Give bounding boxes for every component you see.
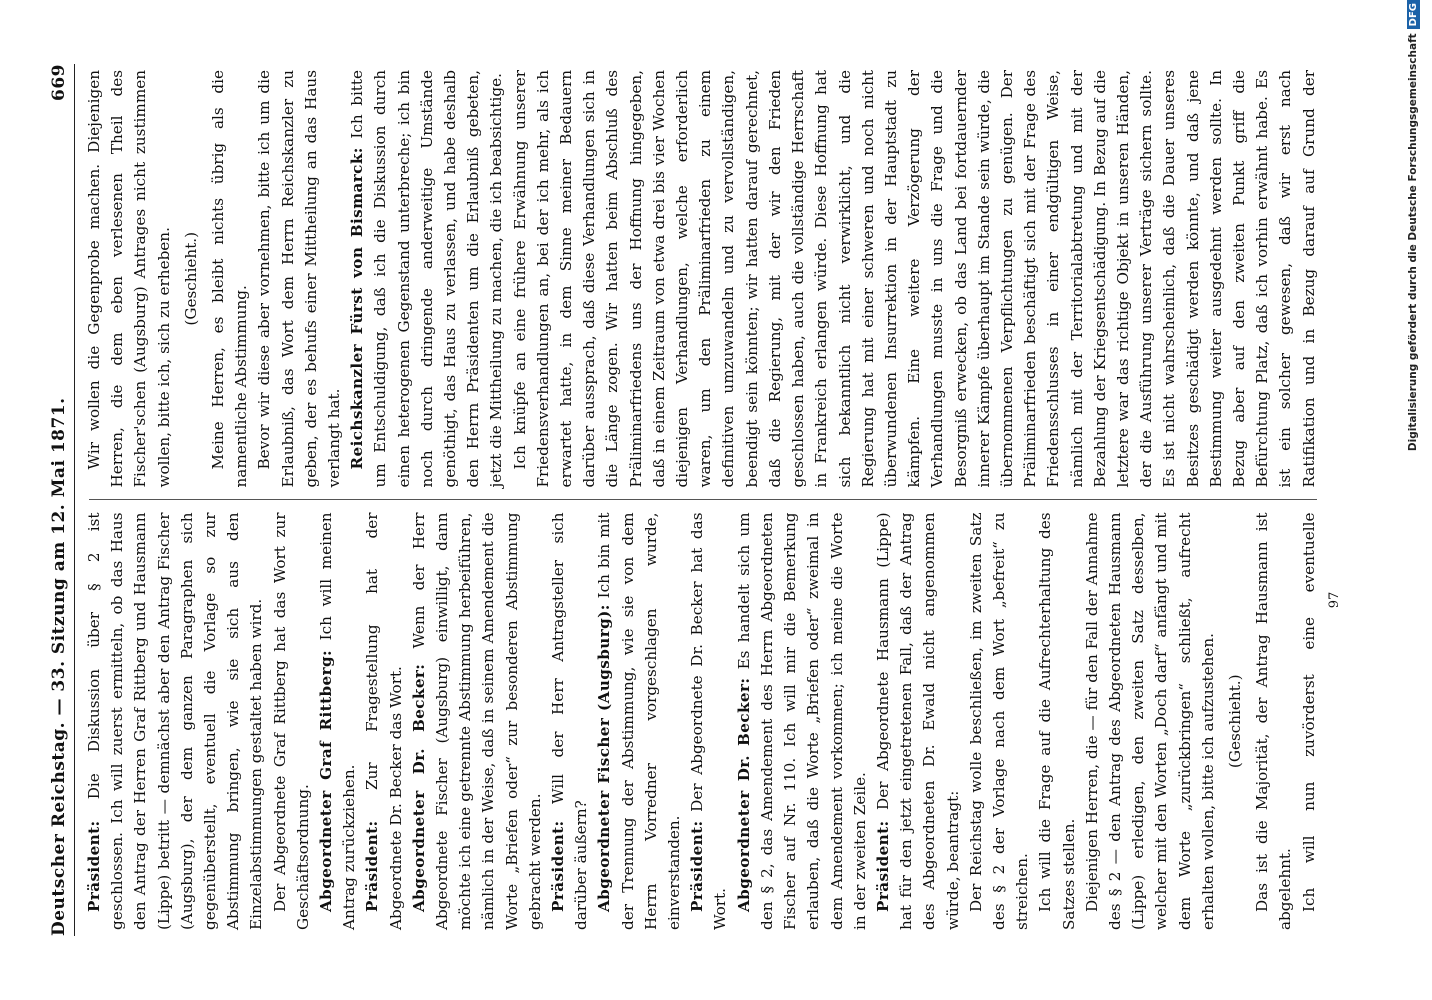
column-divider	[89, 500, 1317, 501]
stage-direction	[1224, 513, 1247, 931]
running-head	[49, 64, 75, 936]
paragraph-text: (Geschieht.)	[181, 231, 200, 326]
stage-direction	[180, 70, 203, 488]
paragraph-text: Ich bitte um Entschuldigung, daß ich die Diskussion durch einen heterogenen Gegenstand unterbreche; ich bin noch durch dringende anderweitige Umstände genöthigt, das Haus zu verlassen, und habe deshalb den Herrn Präsidenten um die Erlaubniß gebeten, jetzt die Mittheilung zu machen, die ich beabsichtige.	[348, 69, 506, 488]
speaker-name: Präsident:	[85, 820, 103, 912]
paragraph-text: Der Abgeordnete Hausmann (Lippe) hat für den jetzt eingetretenen Fall, daß der Antrag des Abgeordneten Dr. Ewald nicht angenommen würde, beantragt:	[873, 512, 962, 930]
credit-text: Digitalisierung gefördert durch die Deutsche Forschungsgemeinschaft	[1407, 33, 1419, 452]
paragraph-text: Ich will meinen Antrag zurückziehen.	[317, 512, 359, 930]
paragraph	[872, 513, 965, 931]
document-page	[31, 30, 1401, 970]
speaker-name: Reichskanzler Fürst von Bismarck:	[348, 147, 367, 470]
paragraph	[269, 513, 315, 931]
paragraph	[733, 513, 872, 931]
paragraph	[1081, 513, 1220, 931]
paragraph-text: Ich will nun zuvörderst eine eventuelle	[1299, 512, 1318, 912]
speaker-name: Präsident:	[549, 820, 568, 912]
speaker-name: Präsident:	[363, 820, 382, 912]
paragraph-text: Bevor wir diese aber vornehmen, bitte ich um die Erlaubniß, das Wort dem Herrn Reichskanzler zu geben, der es behufs einer Mittheilung an das Haus verlangt hat.	[255, 70, 344, 488]
paragraph	[346, 70, 508, 488]
page-signature: 97	[1327, 591, 1342, 609]
paragraph	[1251, 513, 1297, 931]
paragraph-text: Der Abgeordnete Dr. Becker hat das Wort.	[688, 512, 730, 930]
paragraph-text: Die Diskussion über § 2 ist geschlossen. Ich will zuerst ermitteln, ob das Haus den Antrag der Herren Graf Rittberg und Hausmann (Lippe) betritt — demnächst aber den Antrag Fischer (Augsburg), der dem ganzen Paragraphen sich gegenüberstellt, eventuell die Vorlage so zur Abstimmung bringen, wie sie sich aus den Einzelabstimmungen gestaltet haben wird.	[85, 512, 266, 930]
paragraph-text: Will der Herr Antragsteller sich darüber äußern?	[549, 512, 591, 930]
paragraph	[253, 70, 346, 488]
running-head-title: Deutscher Reichstag. — 33. Sitzung am 12. Mai 1871.	[49, 397, 69, 936]
left-column	[83, 501, 1323, 943]
paragraph-text: Der Abgeordnete Graf Rittberg hat das Wort zur Geschäftsordnung.	[270, 512, 312, 930]
speaker-name: Abgeordneter Graf Rittberg:	[317, 649, 336, 912]
paragraph	[207, 70, 253, 488]
paragraph-text: (Geschieht.)	[1225, 674, 1244, 769]
paragraph-text: Diejenigen Herren, die — für den Fall der Annahme des § 2 — den Antrag des Abgeordneten Hausmann (Lippe) erledigen, den zweiten Satz desselben, welcher mit den Worten „Doch darf“ anfängt und mit dem Worte „zurückbringen“ schließt, aufrecht erhalten wollen, bitte ich aufzustehen.	[1082, 512, 1217, 930]
paragraph-text: Wenn der Herr Abgeordnete Fischer (Augsburg) einwilligt, dann möchte ich eine getrennte Abstimmung herbeiführen, nämlich in der Weise, daß in seinem Amendement die Worte „Briefen oder“ zur besonderen Abstimmung gebracht werden.	[409, 512, 544, 930]
paragraph	[593, 513, 686, 931]
speaker-name: Präsident:	[873, 820, 892, 912]
page-number: 669	[49, 64, 69, 101]
paragraph-text: Ich knüpfe an eine frühere Erwähnung unserer Friedensverhandlungen an, bei der ich mehr, als ich erwartet hatte, in dem Sinne meiner Bedauern darüber aussprach, daß diese Verhandlungen sich in die Länge zogen. Wir hatten beim Abschluß des Präliminarfriedens uns der Hoffnung hingegeben, daß in einem Zeitraum von etwa drei bis vier Wochen diejenigen Verhandlungen, welche erforderlich waren, um den Präliminarfrieden zu einem definitiven umzuwandeln und zu vervollständigen, beendigt sein könnten; wir hatten darauf gerechnet, daß die Regierung, mit der wir den Frieden geschlossen haben, auch die vollständige Herrschaft in Frankreich erlangen würde. Diese Hoffnung hat sich bekanntlich nicht verwirklicht, und die Regierung hat mit einer schweren und noch nicht überwundenen Insurrektion in der Hauptstadt zu kämpfen. Eine weitere Verzögerung der Verhandlungen musste in uns die Frage und die Besorgniß erwecken, ob das Land bei fortdauernder innerer Kämpfe überhaupt im Stande sein würde, die übernommenen Verpflichtungen zu genügen. Der Präliminarfrieden beschäftigt sich mit der Frage des Friedensschlusses in einer endgültigen Weise, nämlich mit der Territorialabtretung und mit der Bezahlung der Kriegsentschädigung. In Bezug auf die letztere war das richtige Objekt in unseren Händen, der die Ausführung unserer Verträge sichern sollte. Es ist nicht wahrscheinlich, daß die Dauer unseres Besitzes geschädigt werden könnte, und daß jene Bestimmung weiter ausgedehnt werden sollte. In Bezug aber auf den zweiten Punkt griff die Befürchtung Platz, daß ich vorhin erwähnt habe. Es ist ein solcher gewesen, daß wir erst nach Ratifikation und in Bezug darauf auf Grund der	[510, 70, 1318, 488]
digitization-credit	[1403, 0, 1423, 1000]
paragraph	[686, 513, 732, 931]
right-column	[83, 58, 1323, 500]
dfg-logo: DFG	[1407, 0, 1420, 29]
paragraph	[361, 513, 407, 931]
paragraph-text: Der Reichstag wolle beschließen, im zweiten Satz des § 2 der Vorlage nach dem Wort „befreit“ zu streichen.	[966, 512, 1032, 930]
paragraph-text: Ich will die Frage auf die Aufrechterhaltung des Satzes stellen.	[1036, 512, 1078, 930]
paragraph	[509, 70, 1323, 488]
speaker-name: Abgeordneter Dr. Becker:	[409, 663, 428, 912]
speaker-name: Präsident:	[688, 820, 707, 912]
paragraph	[408, 513, 547, 931]
paragraph-text: Ich bin mit der Trennung der Abstimmung, wie sie von dem Herrn Vorredner vorgeschlagen wurde, einverstanden.	[595, 512, 684, 930]
text-columns	[83, 58, 1323, 942]
speaker-name: Abgeordneter Dr. Becker:	[734, 677, 753, 912]
paragraph-text: Es handelt sich um den § 2, das Amendement des Herrn Abgeordneten Fischer auf Nr. 110. Ich will mir die Bemerkung erlauben, daß die Worte „Briefen oder“ zweimal in dem Amendement vorkommen; ich meine die Worte in der zweiten Zeile.	[734, 512, 869, 930]
paragraph	[547, 513, 593, 931]
paragraph	[315, 513, 361, 931]
paragraph-text: Das ist die Majorität, der Antrag Hausmann ist abgelehnt.	[1253, 512, 1295, 930]
paragraph-text: Wir wollen die Gegenprobe machen. Diejenigen Herren, die dem eben verlesenen Theil des Fischer'schen (Augsburg) Antrages nicht zustimmen wollen, bitte ich, sich zu erheben.	[85, 70, 173, 488]
paragraph-text: Meine Herren, es bleibt nichts übrig als die namentliche Abstimmung.	[209, 70, 251, 488]
paragraph	[83, 70, 176, 488]
paragraph-text: Zur Fragestellung hat der Abgeordnete Dr. Becker das Wort.	[363, 512, 405, 930]
paragraph	[83, 513, 269, 931]
paragraph	[1034, 513, 1080, 931]
paragraph	[1298, 513, 1323, 931]
paragraph	[965, 513, 1035, 931]
speaker-name: Abgeordneter Fischer (Augsburg):	[595, 604, 614, 912]
